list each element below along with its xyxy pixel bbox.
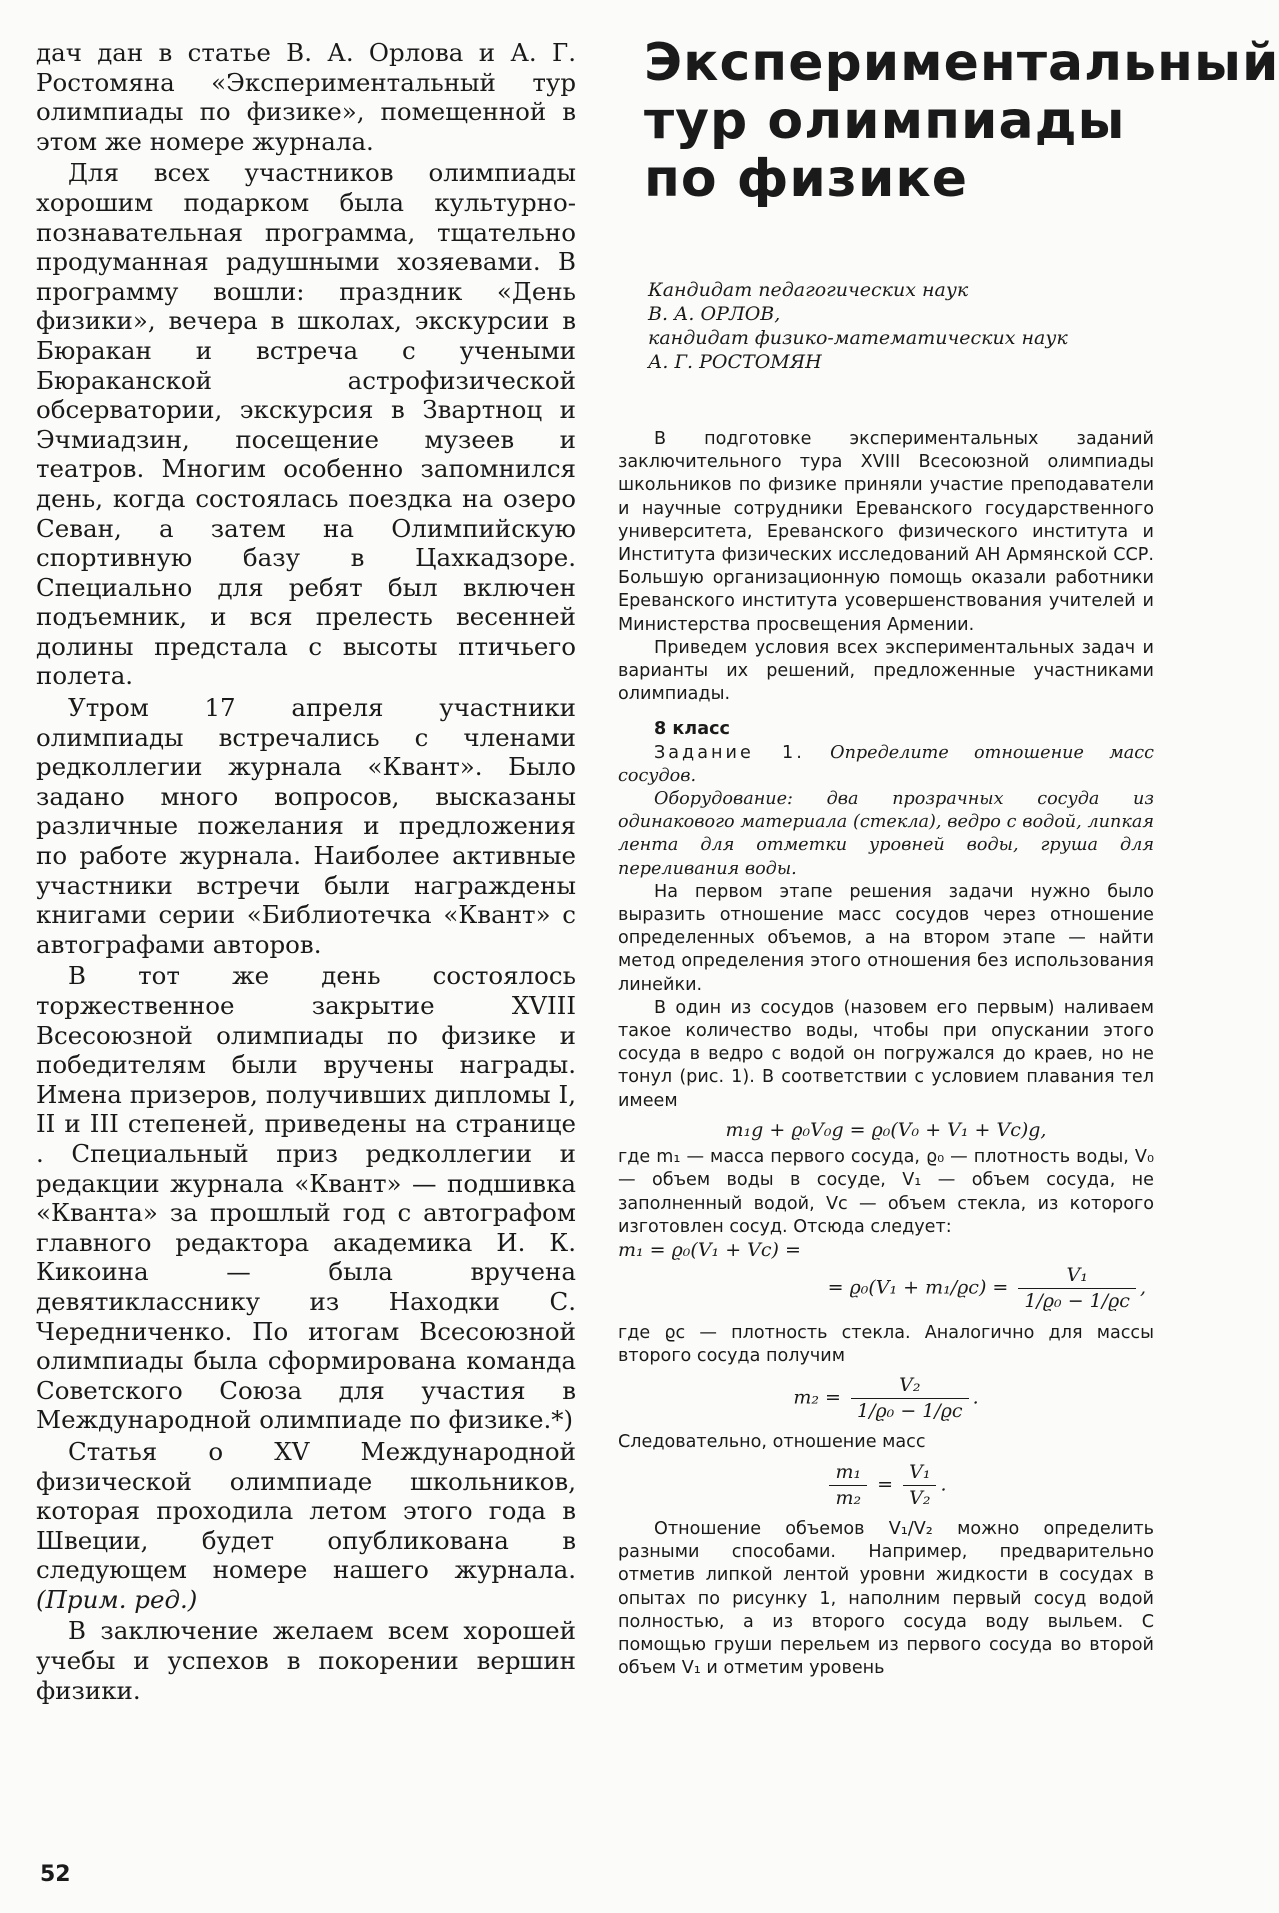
section-heading: 8 класс [654,719,730,740]
author-line: кандидат физико-математических наук [648,327,1068,349]
eq4-denominator-left: m₂ [835,1486,862,1509]
intro-paragraph: В подготовке экспериментальных заданий заключительного тура XVIII Всесоюзной олимпиады школьников по физике приняли участие преподаватели и научные сотрудники Ереванского государственного университета, Ереванского физического института и Института физических исследований АН Армянской ССР. Большую организационную помощь оказали работники Ереванского института усовершенствования учителей и Министерства просвещения Армении. [618,429,1154,635]
eq4-fraction-right [903,1461,936,1510]
eq4-denominator-right: V₂ [909,1486,931,1509]
intro-paragraph: Приведем условия всех экспериментальных задач и варианты их решений, предложенные участниками олимпиады. [618,637,1154,705]
eq4-numerator-right: V₁ [903,1461,936,1486]
title-line: по физике [644,149,968,209]
eq2-fraction [1018,1264,1136,1313]
eq4-tail: . [940,1473,947,1496]
equipment: Оборудование: два прозрачных сосуда из одинакового материала (стекла), ведро с водой, липкая лента для отметки уровней воды, груша для переливания воды. [618,789,1154,879]
article-title [644,33,1279,209]
eq3-tail: . [972,1386,979,1409]
equation-2-line-2 [618,1264,1146,1313]
paragraph: Для всех участников олимпиады хорошим подарком была культурно-познавательная программа, тщательно продуманная радушными хозяевами. В программу вошли: праздник «День физики», вечера в школах, экскурсии в Бюракан и встреча с учеными Бюраканской астрофизической обсерватории, экскурсия в Звартноц и Эчмиадзин, посещение музеев и театров. Многим особенно запомнился день, когда состоялась поездка на озеро Севан, а затем на Олимпийскую спортивную базу в Цахкадзоре. Специально для ребят был включен подъемник, и вся прелесть весенней долины предстала с высоты птичьего полета. [36,158,576,691]
author-line: Кандидат педагогических наук [648,279,969,301]
title-line: тур олимпиады [644,91,1126,151]
eq4-numerator-left: m₁ [829,1461,867,1486]
paragraph: В один из сосудов (назовем его первым) наливаем такое количество воды, чтобы при опускании этого сосуда в ведро с водой он погружался до краев, но не тонул (рис. 1). В соответствии с условием плавания тел имеем [618,997,1154,1111]
editor-note: (Прим. ред.) [36,1584,198,1614]
equation-4 [618,1461,1154,1510]
paragraph: Отношение объемов V₁/V₂ можно определить разными способами. Например, предварительно отметив липкой лентой уровни жидкости в сосудах в опытах по рисунку 1, наполним первый сосуд водой полностью, а из второго сосуда воду выльем. С помощью груши перельем из первого сосуда во второй объем V₁ и отметим уровень [618,1518,1154,1679]
equation-3 [618,1374,1154,1423]
eq2-denominator: 1/ϱ₀ − 1/ϱс [1024,1290,1130,1313]
article-body [618,428,1154,1680]
previous-article-text [36,38,576,1705]
paragraph: На первом этапе решения задачи нужно было выразить отношение масс сосудов через отношение определенных объемов, а на втором этапе — найти метод определения этого отношения без использования линейки. [618,881,1154,995]
paragraph: В заключение желаем всем хорошей учебы и успехов в покорении вершин физики. [36,1616,576,1705]
eq4-fraction-left [829,1461,867,1510]
paragraph: где m₁ — масса первого сосуда, ϱ₀ — плотность воды, V₀ — объем воды в сосуде, V₁ — объем сосуда, не заполненный водой, Vс — объем стекла, из которого изготовлен сосуд. Отсюда следует: [618,1147,1154,1237]
title-line: Экспериментальный [644,33,1279,93]
task-statement [618,742,1154,788]
author-line: В. А. ОРЛОВ, [648,303,781,325]
paragraph-text: Статья о XV Международной физической олимпиаде школьников, которая проходила летом этого года в Швеции, будет опубликована в следующем номере нашего журнала. [36,1436,576,1585]
eq3-denominator: 1/ϱ₀ − 1/ϱс [857,1400,963,1423]
eq3-left: m₂ = [793,1386,841,1409]
eq2-left: = ϱ₀(V₁ + m₁/ϱс) = [827,1276,1009,1299]
author-line: А. Г. РОСТОМЯН [648,351,822,373]
paragraph: Утром 17 апреля участники олимпиады встречались с членами редколлегии журнала «Квант». Было задано много вопросов, высказаны различные пожелания и предложения по работе журнала. Наиболее активные участники встречи были награждены книгами серии «Библиотечка «Квант» с автографами авторов. [36,693,576,959]
eq3-fraction [851,1374,969,1423]
equation-2-line-1: m₁ = ϱ₀(V₁ + Vс) = [618,1238,801,1261]
paragraph [36,1437,576,1615]
eq4-equals: = [877,1473,894,1496]
author-credits [648,278,1168,374]
paragraph: В тот же день состоялось торжественное закрытие XVIII Всесоюзной олимпиады по физике и победителям были вручены награды. Имена призеров, получивших дипломы I, II и III степеней, приведены на странице . Специальный приз редколлегии и редакции журнала «Квант» — подшивка «Кванта» за прошлый год с автографом главного редактора академика И. К. Кикоина — была вручена девятикласснику из Находки С. Чередниченко. По итогам Всесоюзной олимпиады была сформирована команда Советского Союза для участия в Международной олимпиаде по физике.*) [36,961,576,1435]
eq2-numerator: V₁ [1018,1264,1136,1289]
equipment-text [618,788,1154,881]
paragraph: дач дан в статье В. А. Орлова и А. Г. Ростомяна «Экспериментальный тур олимпиады по физике», помещенной в этом же номере журнала. [36,38,576,156]
equation-1: m₁g + ϱ₀V₀g = ϱ₀(V₀ + V₁ + Vс)g, [725,1118,1047,1141]
task-text: Определите отношение масс сосудов. [618,742,1154,786]
page-number: 52 [40,1862,71,1887]
paragraph: где ϱс — плотность стекла. Аналогично для массы второго сосуда получим [618,1322,1154,1366]
paragraph: Следовательно, отношение масс [618,1432,926,1453]
task-label: Задание 1. [654,742,805,763]
eq2-tail: , [1139,1276,1146,1299]
eq3-numerator: V₂ [851,1374,969,1399]
